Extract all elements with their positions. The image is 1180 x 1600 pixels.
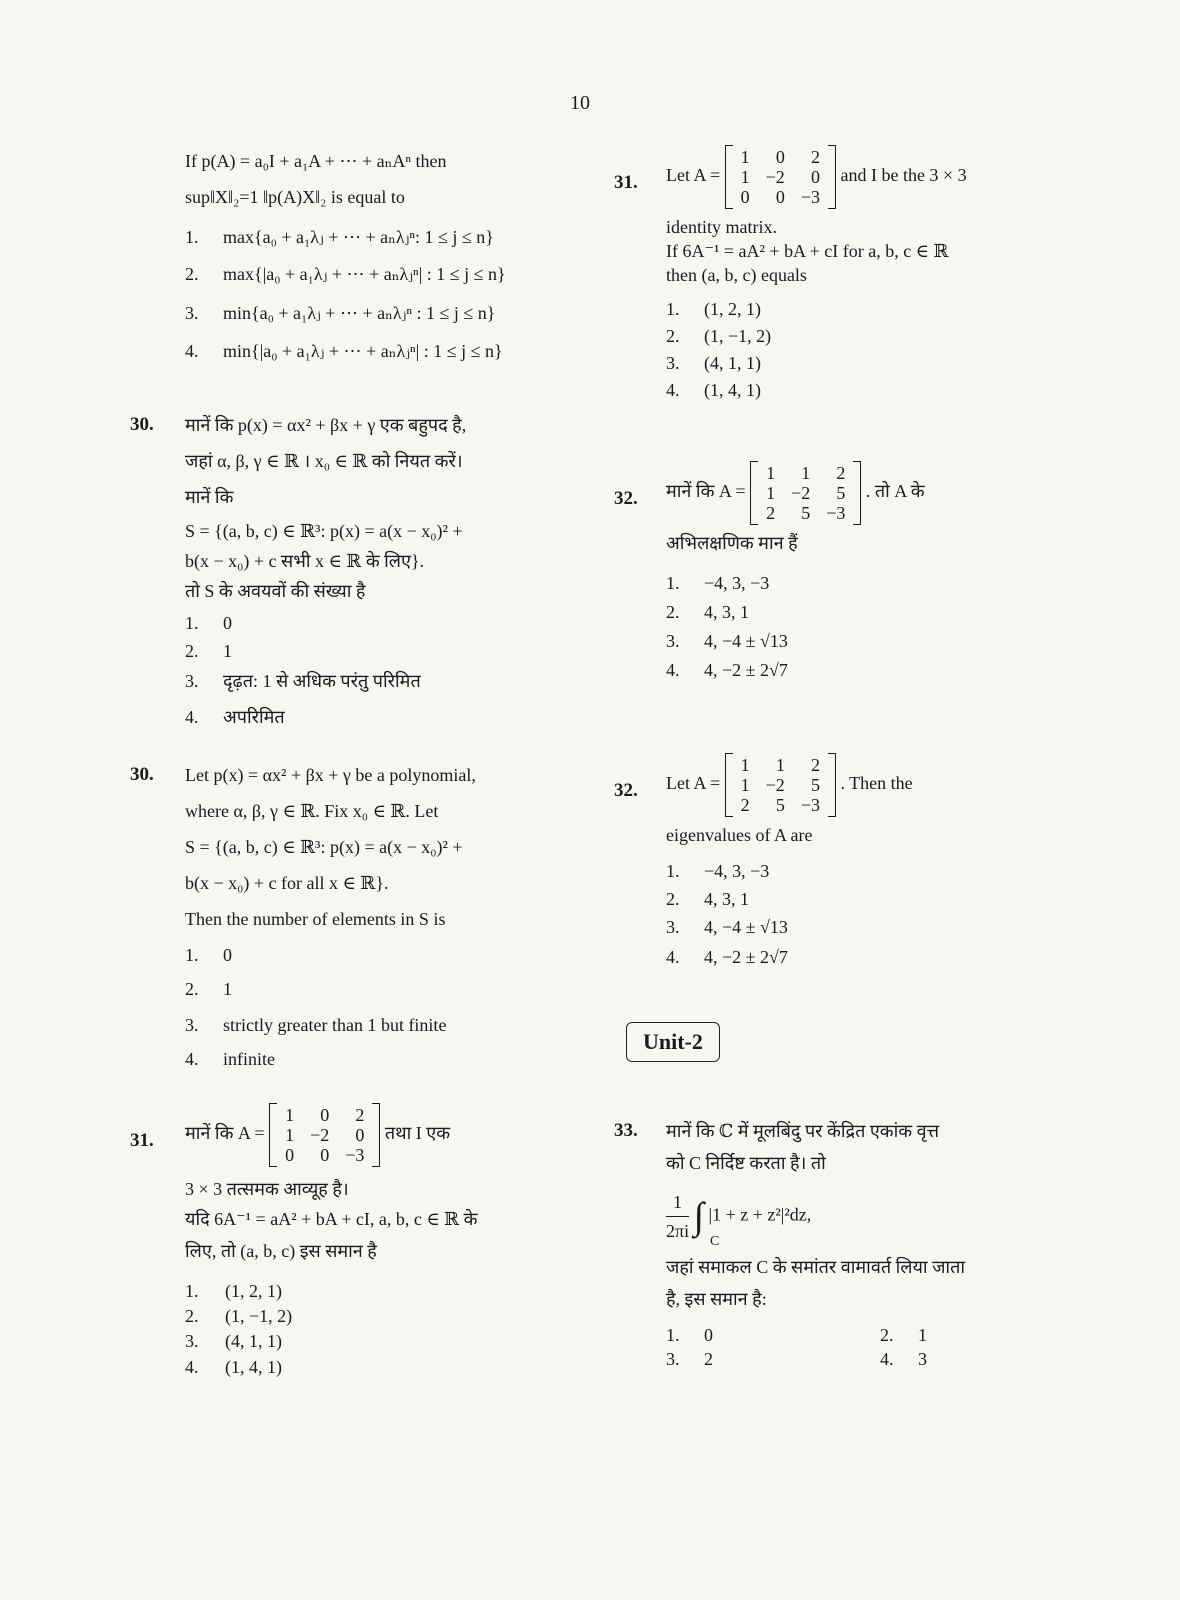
q31-en-line-2: If 6A⁻¹ = aA² + bA + cI for a, b, c ∈ ℝ	[666, 241, 949, 261]
option-text: (1, 2, 1)	[704, 299, 761, 319]
matrix-cell: 0	[320, 1144, 330, 1165]
option-number: 1.	[666, 299, 680, 319]
option-text: −4, 3, −3	[704, 861, 770, 881]
q30-hi-line-2: जहां α, β, γ ∈ ℝ । x₀ ∈ ℝ को नियत करें।	[185, 451, 463, 471]
q33-hi-line-3: जहां समाकल C के समांतर वामावर्त लिया जाता	[666, 1257, 966, 1277]
q29-option-2	[185, 263, 506, 285]
option-text: 1	[223, 979, 232, 999]
matrix-cell: 1	[740, 754, 750, 775]
matrix-cell: 2	[740, 794, 750, 815]
q30-en-line-3: S = {(a, b, c) ∈ ℝ³: p(x) = a(x − x₀)² +	[185, 837, 463, 857]
matrix-cell: 1	[740, 146, 750, 167]
matrix-cell: −2	[791, 482, 811, 503]
q32-en-statement	[666, 750, 913, 817]
q32-en-suffix: . Then the	[840, 773, 913, 793]
contour-label: C	[710, 1234, 720, 1249]
option-text: strictly greater than 1 but finite	[223, 1015, 447, 1035]
option-text: 0	[223, 613, 232, 633]
q32-hi-matrix	[750, 461, 861, 525]
page-number: 10	[570, 92, 590, 114]
q30-hi-line-4: S = {(a, b, c) ∈ ℝ³: p(x) = a(x − x₀)² +	[185, 521, 463, 541]
option-number: 4.	[666, 660, 680, 680]
q31-en-line-3: then (a, b, c) equals	[666, 265, 807, 285]
option-number: 3.	[185, 303, 199, 323]
q33-hi-line-4: है, इस समान है:	[666, 1289, 767, 1309]
matrix-cell: 0	[285, 1144, 295, 1165]
option-number: 2.	[666, 602, 680, 622]
matrix-cell: 5	[801, 502, 811, 523]
option-number: 4.	[666, 947, 680, 967]
q31-hi-option-3	[185, 1330, 282, 1352]
option-text: max{|a₀ + a₁λⱼ + ⋯ + aₙλⱼⁿ| : 1 ≤ j ≤ n}	[223, 264, 506, 284]
q31-hi-line-2: यदि 6A⁻¹ = aA² + bA + cI, a, b, c ∈ ℝ के	[185, 1209, 478, 1229]
option-text: 4, −4 ± √13	[704, 631, 788, 651]
option-text: min{|a₀ + a₁λⱼ + ⋯ + aₙλⱼⁿ| : 1 ≤ j ≤ n}	[223, 341, 503, 361]
matrix-cell: 1	[801, 462, 811, 483]
q31-hi-line-3: लिए, तो (a, b, c) इस समान है	[185, 1241, 377, 1261]
option-number: 4.	[185, 1049, 199, 1069]
matrix-cell: 2	[810, 754, 820, 775]
q30-hi-option-3	[185, 670, 421, 692]
matrix-cell: 0	[740, 186, 750, 207]
q33-hi-line-2: को C निर्दिष्ट करता है। तो	[666, 1153, 826, 1173]
q32-en-matrix	[725, 753, 836, 817]
option-text: min{a₀ + a₁λⱼ + ⋯ + aₙλⱼⁿ : 1 ≤ j ≤ n}	[223, 303, 496, 323]
matrix-cell: 2	[836, 462, 846, 483]
q31-en-option-2	[666, 325, 771, 347]
matrix-cell: −3	[345, 1144, 365, 1165]
q33-hi-option-3	[666, 1348, 713, 1370]
matrix-cell: 1	[766, 482, 776, 503]
q32-en-option-3	[666, 916, 788, 938]
q32-hi-prefix: मानें कि A =	[666, 481, 746, 501]
q31-hi-line-1: 3 × 3 तत्समक आव्यूह है।	[185, 1179, 349, 1199]
q31-hi-option-4	[185, 1356, 282, 1378]
q32-hi-number: 32.	[614, 488, 638, 509]
option-text: 3	[918, 1349, 927, 1369]
option-number: 2.	[880, 1325, 894, 1345]
option-text: 1	[223, 641, 232, 661]
matrix-cell: −3	[800, 186, 820, 207]
matrix-cell: 0	[775, 186, 785, 207]
matrix-cell: −3	[826, 502, 846, 523]
matrix-cell: 1	[766, 462, 776, 483]
option-text: 4, 3, 1	[704, 602, 749, 622]
q30-hi-option-4	[185, 706, 285, 728]
q31-en-statement	[666, 142, 967, 209]
option-number: 2.	[666, 889, 680, 909]
q32-en-option-2	[666, 888, 749, 910]
option-number: 2.	[185, 1306, 199, 1326]
q29-option-3	[185, 302, 495, 324]
q30-en-line-5: Then the number of elements in S is	[185, 909, 446, 929]
option-number: 2.	[185, 264, 199, 284]
option-text: 4, −2 ± 2√7	[704, 660, 788, 680]
option-text: 4, 3, 1	[704, 889, 749, 909]
option-number: 1.	[666, 861, 680, 881]
q32-en-number: 32.	[614, 780, 638, 801]
unit-heading: Unit-2	[626, 1022, 720, 1062]
option-number: 3.	[666, 1349, 680, 1369]
q32-en-option-4	[666, 946, 788, 968]
q31-hi-statement	[185, 1100, 450, 1167]
option-text: max{a₀ + a₁λⱼ + ⋯ + aₙλⱼⁿ: 1 ≤ j ≤ n}	[223, 227, 494, 247]
q30-en-option-1	[185, 944, 232, 966]
q33-hi-option-4	[880, 1348, 927, 1370]
option-number: 4.	[185, 1357, 199, 1377]
matrix-cell: 1	[285, 1104, 295, 1125]
option-number: 3.	[666, 631, 680, 651]
option-number: 1.	[666, 573, 680, 593]
q30-hi-line-3: मानें कि	[185, 487, 234, 507]
q31-en-option-1	[666, 298, 761, 320]
option-number: 2.	[666, 326, 680, 346]
option-number: 3.	[185, 1015, 199, 1035]
q32-hi-line-1: अभिलक्षणिक मान हैं	[666, 533, 798, 553]
q31-hi-option-1	[185, 1280, 282, 1302]
q31-hi-prefix: मानें कि A =	[185, 1123, 265, 1143]
fraction-numerator: 1	[666, 1188, 689, 1217]
q32-hi-option-2	[666, 601, 749, 623]
q30-hi-line-6: तो S के अवयवों की संख्या है	[185, 581, 366, 601]
option-number: 4.	[185, 707, 199, 727]
integrand: |1 + z + z²|²dz,	[708, 1204, 812, 1225]
q30-en-option-2	[185, 978, 232, 1000]
matrix-cell: 0	[775, 146, 785, 167]
matrix-cell: 0	[320, 1104, 330, 1125]
q31-en-suffix: and I be the 3 × 3	[840, 165, 967, 185]
option-number: 1.	[185, 1281, 199, 1301]
q29-line-1: If p(A) = a₀I + a₁A + ⋯ + aₙAⁿ then	[185, 151, 447, 171]
option-number: 1.	[185, 945, 199, 965]
q30-en-line-2: where α, β, γ ∈ ℝ. Fix x₀ ∈ ℝ. Let	[185, 801, 439, 821]
q32-hi-statement	[666, 458, 925, 525]
q31-hi-number: 31.	[130, 1130, 154, 1151]
q30-en-number: 30.	[130, 764, 154, 785]
matrix-cell: −2	[765, 774, 785, 795]
q30-en-option-3	[185, 1014, 446, 1036]
option-text: 0	[704, 1325, 713, 1345]
matrix-cell: 2	[766, 502, 776, 523]
q29-option-1	[185, 226, 494, 248]
fraction	[666, 1188, 689, 1245]
q32-hi-option-1	[666, 572, 769, 594]
matrix-cell: 5	[836, 482, 846, 503]
matrix-cell: 5	[810, 774, 820, 795]
q31-en-option-4	[666, 379, 761, 401]
q33-hi-number: 33.	[614, 1120, 638, 1141]
q32-hi-option-4	[666, 659, 788, 681]
q31-hi-suffix: तथा I एक	[384, 1123, 451, 1143]
q30-en-option-4	[185, 1048, 275, 1070]
q30-hi-option-2	[185, 640, 232, 662]
q31-en-number: 31.	[614, 172, 638, 193]
option-text: अपरिमित	[223, 707, 285, 727]
q30-hi-option-1	[185, 612, 232, 634]
option-text: 0	[223, 945, 232, 965]
q31-en-option-3	[666, 352, 761, 374]
q32-en-option-1	[666, 860, 769, 882]
option-number: 2.	[185, 979, 199, 999]
matrix-cell: 0	[355, 1124, 365, 1145]
q33-hi-option-1	[666, 1324, 713, 1346]
integral-sign: ∫	[693, 1195, 705, 1238]
q29-line-2: sup‖X‖₂=1 ‖p(A)X‖₂ is equal to	[185, 187, 405, 207]
option-text: −4, 3, −3	[704, 573, 770, 593]
option-text: दृढ़त: 1 से अधिक परंतु परिमित	[223, 671, 421, 691]
option-text: infinite	[223, 1049, 275, 1069]
option-number: 3.	[666, 917, 680, 937]
option-text: (1, −1, 2)	[225, 1306, 293, 1326]
q32-en-prefix: Let A =	[666, 773, 721, 793]
matrix-cell: 0	[810, 166, 820, 187]
q30-hi-line-5: b(x − x₀) + c सभी x ∈ ℝ के लिए}.	[185, 551, 425, 571]
q31-hi-option-2	[185, 1305, 292, 1327]
matrix-cell: −2	[310, 1124, 330, 1145]
option-text: (1, 4, 1)	[225, 1357, 282, 1377]
q33-hi-option-2	[880, 1324, 927, 1346]
matrix-cell: 2	[355, 1104, 365, 1125]
q32-en-line-1: eigenvalues of A are	[666, 825, 813, 845]
option-text: (4, 1, 1)	[225, 1331, 282, 1351]
q32-hi-suffix: . तो A के	[865, 481, 925, 501]
matrix-cell: 1	[740, 774, 750, 795]
option-number: 3.	[185, 671, 199, 691]
matrix-cell: 1	[740, 166, 750, 187]
option-text: 4, −2 ± 2√7	[704, 947, 788, 967]
q33-hi-integral-expression	[666, 1188, 811, 1245]
q31-en-matrix	[725, 145, 836, 209]
q32-hi-option-3	[666, 630, 788, 652]
option-number: 4.	[185, 341, 199, 361]
option-number: 2.	[185, 641, 199, 661]
option-text: (1, 4, 1)	[704, 380, 761, 400]
option-text: (1, −1, 2)	[704, 326, 772, 346]
option-number: 3.	[185, 1331, 199, 1351]
option-number: 4.	[666, 380, 680, 400]
q31-hi-matrix	[269, 1103, 380, 1167]
q29-option-4	[185, 340, 503, 362]
matrix-cell: 1	[285, 1124, 295, 1145]
matrix-cell: 1	[775, 754, 785, 775]
option-text: 4, −4 ± √13	[704, 917, 788, 937]
option-text: (1, 2, 1)	[225, 1281, 282, 1301]
option-number: 1.	[185, 613, 199, 633]
option-text: (4, 1, 1)	[704, 353, 761, 373]
q30-en-line-4: b(x − x₀) + c for all x ∈ ℝ}.	[185, 873, 389, 893]
option-text: 1	[918, 1325, 927, 1345]
fraction-denominator: 2πi	[666, 1221, 690, 1241]
q33-hi-line-1: मानें कि ℂ में मूलबिंदु पर केंद्रित एकांक वृत्त	[666, 1121, 940, 1141]
option-number: 4.	[880, 1349, 894, 1369]
q31-en-line-1: identity matrix.	[666, 217, 777, 237]
matrix-cell: −2	[765, 166, 785, 187]
matrix-cell: 5	[775, 794, 785, 815]
matrix-cell: −3	[800, 794, 820, 815]
option-number: 3.	[666, 353, 680, 373]
q30-hi-number: 30.	[130, 414, 154, 435]
matrix-cell: 2	[810, 146, 820, 167]
q31-en-prefix: Let A =	[666, 165, 721, 185]
option-number: 1.	[666, 1325, 680, 1345]
option-number: 1.	[185, 227, 199, 247]
option-text: 2	[704, 1349, 713, 1369]
q30-en-line-1: Let p(x) = αx² + βx + γ be a polynomial,	[185, 765, 476, 785]
q30-hi-line-1: मानें कि p(x) = αx² + βx + γ एक बहुपद है,	[185, 415, 467, 435]
